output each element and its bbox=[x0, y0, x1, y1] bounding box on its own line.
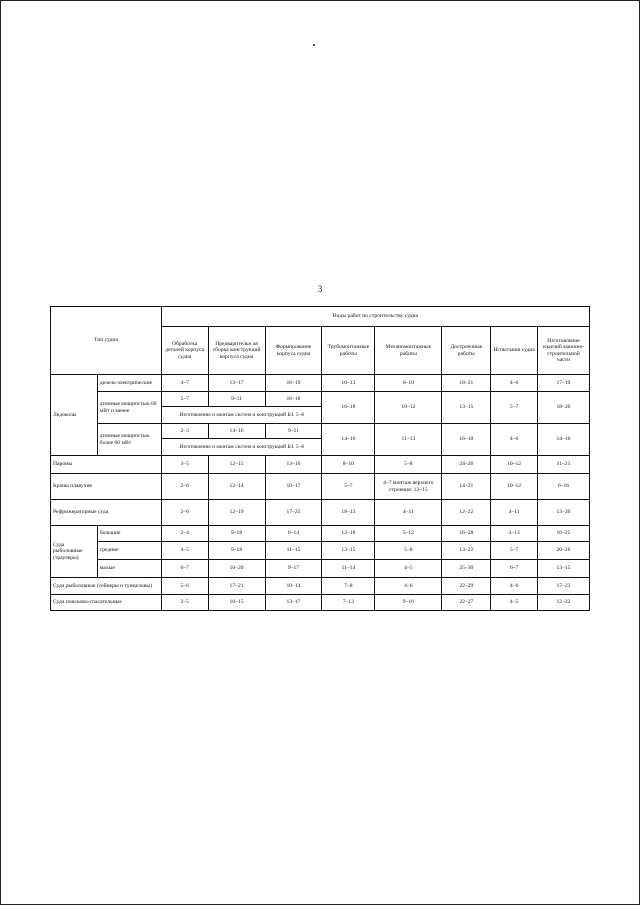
table-cell: 3–5 bbox=[161, 456, 208, 474]
table-row bbox=[51, 526, 590, 542]
table-cell: 10–13 bbox=[322, 375, 375, 392]
table-row bbox=[51, 560, 590, 578]
row-sublabel: дизель-электрические bbox=[97, 375, 161, 392]
table-cell: 11–13 bbox=[375, 424, 442, 456]
table-cell: 10–12 bbox=[491, 474, 538, 500]
table-cell: 12–15 bbox=[208, 456, 265, 474]
table-note: Изготовление и монтаж систем и конструкций БЗ. 5–8 bbox=[161, 439, 322, 456]
table-row bbox=[51, 424, 590, 439]
table-cell: 3–13 bbox=[491, 526, 538, 542]
table-cell: 5–7 bbox=[491, 542, 538, 560]
header-col-2: Предварительн ая сборка конструкций корпуса судна bbox=[208, 327, 265, 375]
row-sublabel: средние bbox=[97, 542, 161, 560]
table-cell: 10–15 bbox=[208, 595, 265, 611]
table-cell: 16–18 bbox=[265, 392, 322, 407]
table-row bbox=[51, 375, 590, 392]
table-cell: 7–13 bbox=[322, 595, 375, 611]
table-cell: 12–19 bbox=[208, 500, 265, 526]
table-cell: 8–10 bbox=[322, 456, 375, 474]
table-cell: 4–6 bbox=[375, 578, 442, 595]
table-row bbox=[51, 595, 590, 611]
table-cell: 5–6 bbox=[161, 578, 208, 595]
table-cell: 6–7 bbox=[161, 560, 208, 578]
scan-speck bbox=[313, 44, 315, 46]
table-cell: 14–16 bbox=[322, 424, 375, 456]
table-cell: 9–11 bbox=[208, 392, 265, 407]
header-col-3: Формирование корпуса судна bbox=[265, 327, 322, 375]
table-cell: 13–22 bbox=[442, 542, 491, 560]
table-cell: 13–15 bbox=[537, 560, 589, 578]
table-cell: 4–5 bbox=[161, 542, 208, 560]
table-cell: 4–6 bbox=[491, 578, 538, 595]
table-cell: 5–8 bbox=[375, 456, 442, 474]
table-cell: 14–21 bbox=[442, 474, 491, 500]
table-cell: 18–20 bbox=[537, 392, 589, 424]
table-cell: 14–16 bbox=[208, 424, 265, 439]
table-cell: 4–5 bbox=[491, 595, 538, 611]
table-note: Изготовление и монтаж систем и конструкций БЗ. 5–8 bbox=[161, 407, 322, 424]
table-cell: 10–20 bbox=[208, 560, 265, 578]
table-row bbox=[51, 542, 590, 560]
table-cell: 9–17 bbox=[265, 560, 322, 578]
table-cell: 2–3 bbox=[161, 424, 208, 439]
table-cell: 5–8 bbox=[375, 542, 442, 560]
table-cell: 6–7 bbox=[491, 560, 538, 578]
table-cell: 4–6 bbox=[491, 375, 538, 392]
table-cell: 5–7 bbox=[491, 392, 538, 424]
table-row bbox=[51, 456, 590, 474]
table-row bbox=[51, 474, 590, 500]
table-cell: 13–15 bbox=[322, 542, 375, 560]
table-cell: 9–18 bbox=[208, 526, 265, 542]
row-sublabel: атомные мощностью 60 мВт и менее bbox=[97, 392, 161, 424]
header-col-7: Испытания судна bbox=[491, 327, 538, 375]
table-cell: 2–4 bbox=[161, 526, 208, 542]
row-label-cranes: Краны плавучие bbox=[51, 474, 162, 500]
table-cell: 17–19 bbox=[537, 375, 589, 392]
table-cell: 9–18 bbox=[208, 542, 265, 560]
table-cell: 13–15 bbox=[442, 392, 491, 424]
table-cell: 4–7 монтаж верхнего строения: 12–15 bbox=[375, 474, 442, 500]
table-cell: 16–25 bbox=[537, 526, 589, 542]
table-cell: 24–26 bbox=[442, 456, 491, 474]
table-row bbox=[51, 392, 590, 407]
table-cell: 7–8 bbox=[322, 578, 375, 595]
row-label-rescue: Суда поисково-спасательные bbox=[51, 595, 162, 611]
table-cell: 13–20 bbox=[537, 500, 589, 526]
table-cell: 25–30 bbox=[442, 560, 491, 578]
table-cell: 11–15 bbox=[265, 542, 322, 560]
header-work-types: Виды работ по строительству судна bbox=[161, 307, 589, 327]
table-cell: 4–11 bbox=[375, 500, 442, 526]
table-cell: 12–22 bbox=[442, 500, 491, 526]
row-sublabel: атомные мощностью более 60 мВт bbox=[97, 424, 161, 456]
table-cell: 9–11 bbox=[265, 424, 322, 439]
table-cell: 4–6 bbox=[491, 424, 538, 456]
table-cell: 18–13 bbox=[322, 500, 375, 526]
table-cell: 18–21 bbox=[442, 375, 491, 392]
table-cell: 4–5 bbox=[375, 560, 442, 578]
table-cell: 16–18 bbox=[322, 392, 375, 424]
table-cell: 13–16 bbox=[265, 456, 322, 474]
table-cell: 20–26 bbox=[537, 542, 589, 560]
header-col-8: Изготовление изделий машино-строительной части bbox=[537, 327, 589, 375]
table-cell: 16–19 bbox=[265, 375, 322, 392]
table-cell: 22–27 bbox=[442, 595, 491, 611]
table-cell: 16–28 bbox=[442, 526, 491, 542]
table-cell: 6–16 bbox=[537, 474, 589, 500]
row-sublabel: большие bbox=[97, 526, 161, 542]
row-label-trawlers: Суда рыболовные (траулеры) bbox=[51, 526, 98, 578]
header-ship-type: Тип судна bbox=[51, 307, 162, 375]
header-col-1: Обработка деталей корпуса судна bbox=[161, 327, 208, 375]
page-number: 3 bbox=[317, 284, 323, 294]
table-cell: 17–25 bbox=[265, 500, 322, 526]
table-cell: 10–12 bbox=[375, 392, 442, 424]
table-cell: 11–14 bbox=[322, 560, 375, 578]
table-cell: 5–12 bbox=[375, 526, 442, 542]
table-cell: 2–6 bbox=[161, 474, 208, 500]
row-label-icebreakers: Ледоколы bbox=[51, 375, 98, 456]
table-cell: 17–23 bbox=[537, 578, 589, 595]
table-cell: 2–6 bbox=[161, 500, 208, 526]
table-cell: 5–7 bbox=[322, 474, 375, 500]
table-cell: 17–21 bbox=[208, 578, 265, 595]
table-cell: 16–18 bbox=[442, 424, 491, 456]
header-col-4: Трубомонтажные работы bbox=[322, 327, 375, 375]
row-sublabel: малые bbox=[97, 560, 161, 578]
table-row bbox=[51, 578, 590, 595]
table-cell: 10–17 bbox=[265, 474, 322, 500]
table-cell: 13–17 bbox=[265, 595, 322, 611]
table-cell: 4–7 bbox=[161, 375, 208, 392]
table-cell: 12–18 bbox=[322, 526, 375, 542]
table-cell: 10–14 bbox=[265, 578, 322, 595]
table-cell: 12–22 bbox=[537, 595, 589, 611]
work-types-table bbox=[50, 306, 590, 611]
table-cell: 6–10 bbox=[375, 375, 442, 392]
row-label-ferries: Паромы bbox=[51, 456, 162, 474]
row-label-seiners: Суда рыболовные (сейнеры и тунцеловы) bbox=[51, 578, 162, 595]
table-cell: 9–16 bbox=[375, 595, 442, 611]
table-cell: 14–16 bbox=[537, 424, 589, 456]
header-col-5: Механомонтажные работы bbox=[375, 327, 442, 375]
table-cell: 12–14 bbox=[208, 474, 265, 500]
header-col-6: Достроечные работы bbox=[442, 327, 491, 375]
row-label-reefers: Рефрижераторные суда bbox=[51, 500, 162, 526]
table-cell: 10–12 bbox=[491, 456, 538, 474]
table-cell: 4–11 bbox=[491, 500, 538, 526]
table-cell: 13–17 bbox=[208, 375, 265, 392]
table-cell: 5–7 bbox=[161, 392, 208, 407]
table-row bbox=[51, 500, 590, 526]
table-cell: 11–21 bbox=[537, 456, 589, 474]
table-cell: 2–5 bbox=[161, 595, 208, 611]
table-cell: 6–14 bbox=[265, 526, 322, 542]
table-cell: 22–29 bbox=[442, 578, 491, 595]
